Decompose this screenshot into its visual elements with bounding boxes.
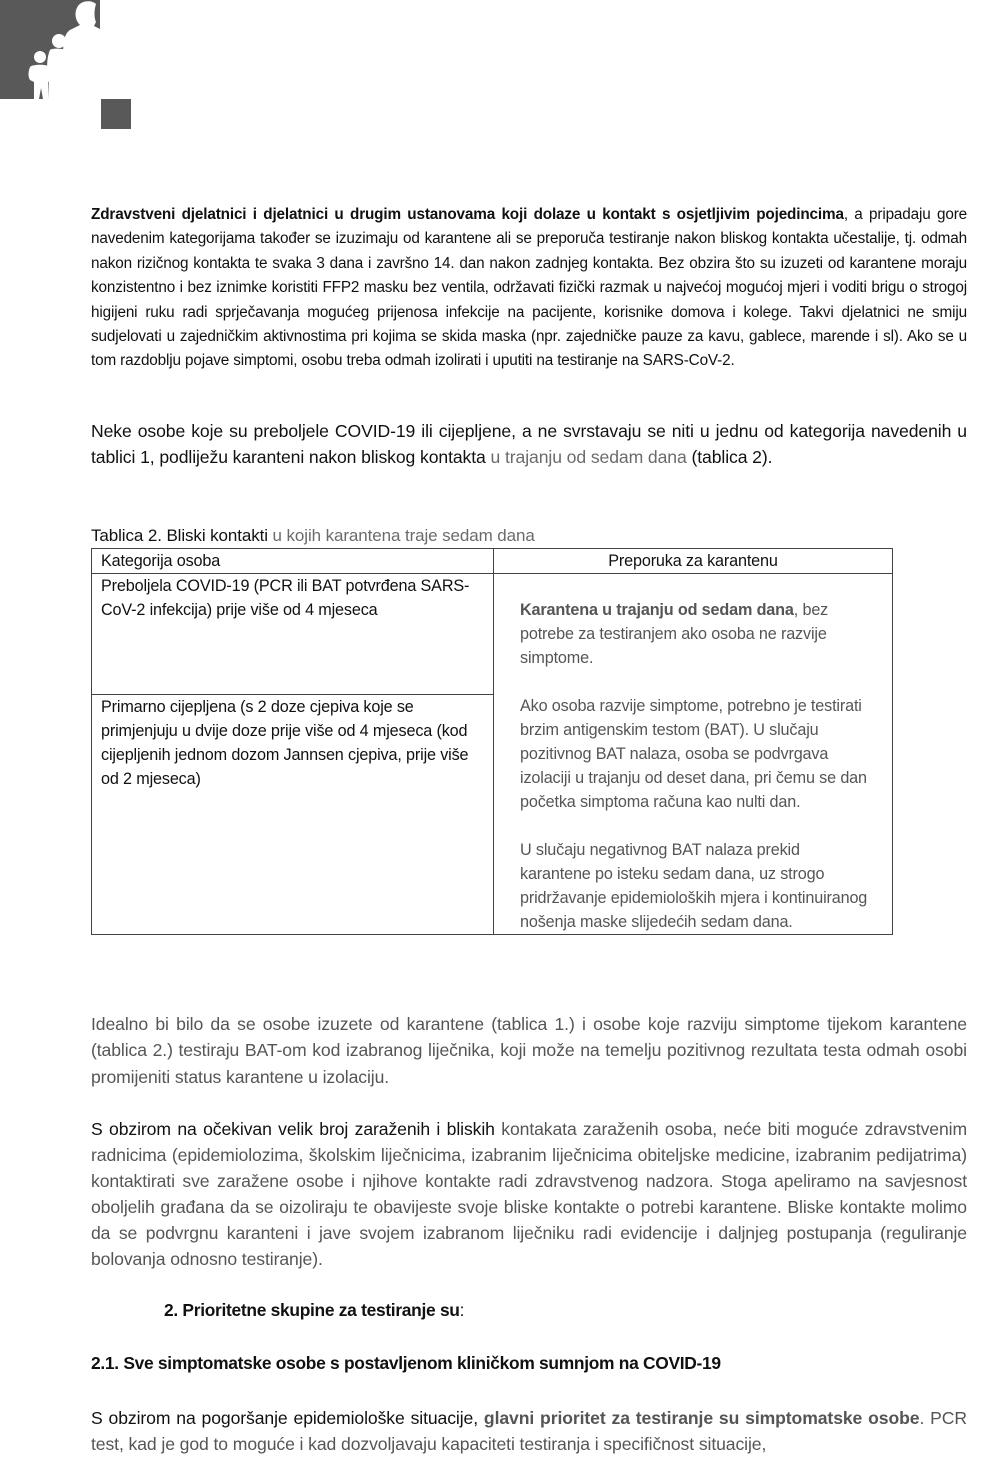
paragraph-text: S obzirom na pogoršanje epidemiološke situacije, <box>91 1408 484 1428</box>
caption-label: Tablica 2. Bliski kontakti <box>91 526 268 545</box>
paragraph-text: , a pripadaju gore navedenim kategorijama također se izuzimaju od karantene ali se preporuča testiranje nakon bliskog kontakta učestalije, tj. odmah nakon rizičnog kontakta te svaka 3 dana i završno 14. dan nakon zadnjeg kontakta. Bez obzira što su izuzeti od karantene moraju konzistentno i bez iznimke koristiti FFP2 masku bez ventila, održavati fizički razmak u najvećoj mogućoj mjeri i voditi brigu o strogoj higijeni ruku radi sprječavanja mogućeg prijenosa infekcije na pacijente, korisnike domova i kolege. Takvi djelatnici ne smiju sudjelovati u zajedničkim aktivnostima pri kojima se skida maska (npr. zajedničke pauze za kavu, gablece, marende i sl). Ako se u tom razdoblju pojave simptomi, osobu treba odmah izolirati i uputiti na testiranje na SARS-CoV-2. <box>91 206 967 370</box>
table-row <box>92 574 893 695</box>
recommendation-text: , bez potrebe za testiranjem ako osoba ne razvije simptome. <box>520 601 829 667</box>
logo-square-icon <box>101 99 131 129</box>
paragraph-text: (tablica 2). <box>686 447 773 468</box>
category-cell: Preboljela COVID-19 (PCR ili BAT potvrđena SARS-CoV-2 infekcija) prije više od 4 mjeseca <box>92 574 494 695</box>
paragraph-text: Neke osobe koje su preboljele COVID-19 ili cijepljene, a ne svrstavaju se niti u jednu od kategorija navedenih u tablici 1, podliježu karanteni nakon bliskog kontakta <box>91 421 967 468</box>
column-header-recommendation: Preporuka za karantenu <box>494 549 893 574</box>
paragraph-healthcare-workers <box>91 203 967 374</box>
paragraph-text: . PCR test, kad je god to moguće i kad dozvoljavaju kapaciteti testiranja i specifičnost situacije, <box>91 1408 967 1455</box>
section-heading-text: 2. Prioritetne skupine za testiranje su <box>164 1300 460 1320</box>
paragraph-bold: glavni prioritet za testiranje su simptomatske osobe <box>483 1408 920 1428</box>
table-header-row <box>92 549 893 574</box>
paragraph-text: kontakata zaraženih osoba, neće biti moguće zdravstvenim radnicima (epidemiolozima, školskim liječnicima, izabranim liječnicima obiteljske medicine, izabranim pedijatrima) kontaktirati sve zaražene osobe i njihove kontakte radi zdravstvenog nadzora. Stoga apeliramo na savjesnost oboljelih građana da se oizoliraju te obavijeste svoje bliske kontakte o potrebi karantene. Bliske kontakte molimo da se podvrgnu karanteni i jave svojem izabranom liječniku radi evidencije i daljnjeg postupanja (reguliranje bolovanja odnosno testiranje). <box>91 1119 968 1270</box>
paragraph-testing-ideal: Idealno bi bilo da se osobe izuzete od karantene (tablica 1.) i osobe koje razviju simptome tijekom karantene (tablica 2.) testiraju BAT-om kod izabranog liječnika, koji može na temelju pozitivnog rezultata testa odmah osobi promijeniti status karantene u izolaciju. <box>91 1014 967 1087</box>
column-header-category: Kategorija osoba <box>92 549 494 574</box>
subsection-heading: 2.1. Sve simptomatske osobe s postavljenom kliničkom sumnjom na COVID-19 <box>91 1353 721 1373</box>
paragraph-highlight: u trajanju od sedam dana <box>490 447 687 468</box>
recommendation-para-3: U slučaju negativnog BAT nalaza prekid karantene po isteku sedam dana, uz strogo pridržavanje epidemioloških mjera i kontinuiranog nošenja maske slijedećih sedam dana. <box>520 841 868 931</box>
recommendation-para-1 <box>520 598 868 670</box>
paragraph-bold-lead: Zdravstveni djelatnici i djelatnici u drugim ustanovama koji dolaze u kontakt s osjetljivim pojedincima <box>91 206 844 223</box>
section-heading <box>164 1300 464 1321</box>
paragraph-recovered-vaccinated <box>91 418 967 471</box>
paragraph-symptomatic-priority <box>91 1405 967 1458</box>
table-caption <box>91 525 535 547</box>
category-cell: Primarno cijepljena (s 2 doze cjepiva koje se primjenjuju u dvije doze prije više od 4 mjeseca (kod cijepljenih jednom dozom Jannsen cjepiva, prije više od 2 mjeseca) <box>92 695 494 935</box>
recommendation-cell <box>494 574 893 935</box>
section-heading-colon: : <box>459 1300 465 1320</box>
quarantine-table <box>91 548 893 935</box>
recommendation-bold-lead: Karantena u trajanju od sedam dana <box>520 601 794 619</box>
paragraph-text: S obzirom na očekivan velik broj zaraženih i bliskih <box>91 1119 495 1139</box>
paragraph-contact-tracing <box>91 1116 967 1273</box>
caption-description: u kojih karantena traje sedam dana <box>267 526 535 545</box>
recommendation-para-2: Ako osoba razvije simptome, potrebno je testirati brzim antigenskim testom (BAT). U slučaju pozitivnog BAT nalaza, osoba se podvrgava izolaciji u trajanju od deset dana, pri čemu se dan početka simptoma računa kao nulti dan. <box>520 697 867 811</box>
family-silhouette-logo-icon <box>0 0 110 100</box>
